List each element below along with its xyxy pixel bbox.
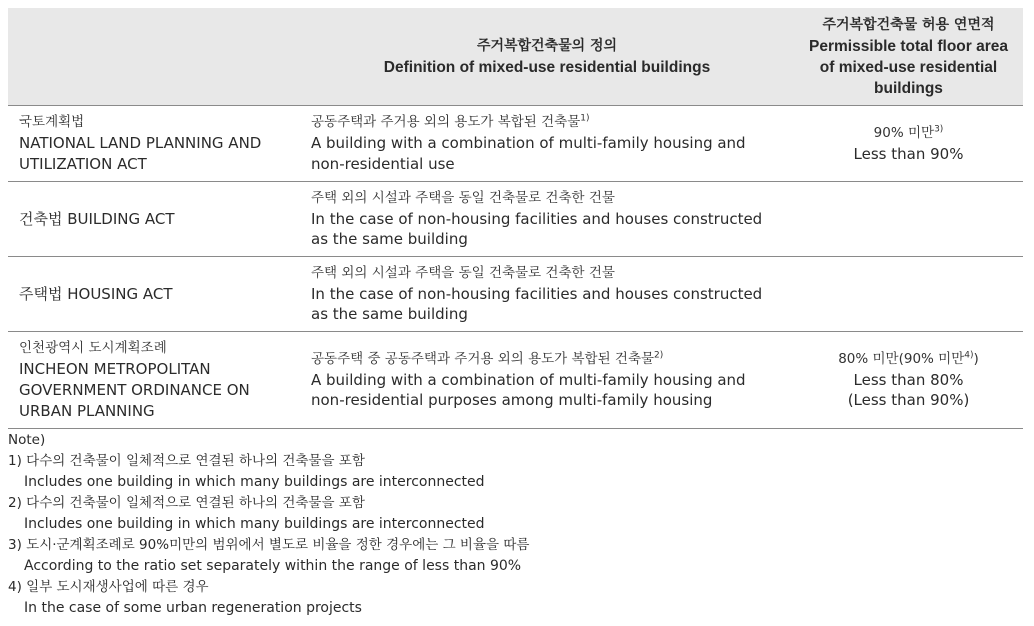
definition-ko: 주택 외의 시설과 주택을 동일 건축물로 건축한 건물 [311, 264, 615, 281]
cell-law [8, 332, 300, 429]
cell-floor-area [794, 332, 1023, 429]
notes-title: Note) [8, 432, 46, 448]
definition-en: non-residential purposes among multi-family housing [311, 391, 713, 410]
floor-area-ko: 90% 미만$^{3)}$ [873, 124, 944, 141]
law-en: UTILIZATION ACT [19, 154, 147, 173]
footnote-ref: 1) [580, 113, 590, 124]
mixed-use-definition-table [8, 8, 1023, 429]
cell-definition [300, 182, 794, 257]
law-ko: 인천광역시 도시계획조례 [19, 340, 167, 357]
note-ko: 2) 다수의 건축물이 일체적으로 연결된 하나의 건축물을 포함 [8, 495, 365, 511]
law: 건축법 BUILDING ACT [19, 209, 175, 228]
cell-law [8, 257, 300, 332]
header-definition-en: Definition of mixed-use residential buildings [383, 58, 711, 76]
footnote-ref: 3) [934, 124, 944, 135]
definition-en: A building with a combination of multi-family housing and [311, 370, 746, 389]
definition-en: non-residential use [311, 154, 455, 173]
table-row [8, 106, 1023, 182]
floor-area-en: Less than 90% [853, 144, 964, 163]
cell-definition [300, 332, 794, 429]
header-definition-ko: 주거복합건축물의 정의 [476, 37, 618, 54]
law-en: URBAN PLANNING [19, 401, 155, 420]
note-en: In the case of some urban regeneration projects [24, 600, 362, 616]
law-en: INCHEON METROPOLITAN [19, 360, 211, 379]
definition-en: as the same building [311, 305, 468, 324]
header-floor-area-en-1: Permissible total floor area [809, 37, 1008, 55]
table-header-row [8, 8, 1023, 106]
definition-ko: 주택 외의 시설과 주택을 동일 건축물로 건축한 건물 [311, 189, 615, 206]
header-floor-area [794, 8, 1023, 106]
header-definition [300, 8, 794, 106]
definition-ko: 공동주택과 주거용 외의 용도가 복합된 건축물$^{1)}$ [311, 113, 590, 131]
law-en: NATIONAL LAND PLANNING AND [19, 134, 262, 153]
note-item [8, 577, 1023, 619]
note-ko: 1) 다수의 건축물이 일체적으로 연결된 하나의 건축물을 포함 [8, 453, 365, 469]
law-ko: 국토계획법 [19, 114, 85, 131]
definition-en: A building with a combination of multi-family housing and [311, 134, 746, 153]
header-floor-area-en-2: of mixed-use residential [819, 58, 998, 76]
law-en: GOVERNMENT ORDINANCE ON [19, 381, 250, 399]
cell-floor-area [794, 182, 1023, 257]
note-en: According to the ratio set separately within the range of less than 90% [24, 558, 522, 574]
note-item [8, 535, 1023, 577]
note-ko: 3) 도시·군계획조례로 90%미만의 범위에서 별도로 비율을 정한 경우에는 그 비율을 따름 [8, 537, 530, 553]
definition-en: In the case of non-housing facilities and houses constructed [311, 209, 763, 228]
floor-area-en: Less than 80% [853, 370, 964, 389]
footnote-ref: 4) [964, 350, 974, 361]
footnote-ref: 2) [654, 350, 664, 361]
table-row [8, 257, 1023, 332]
header-law [8, 8, 300, 106]
cell-law [8, 182, 300, 257]
cell-definition [300, 106, 794, 182]
note-en: Includes one building in which many buildings are interconnected [24, 474, 485, 490]
notes-section [8, 430, 1023, 619]
cell-law [8, 106, 300, 182]
definition-en: as the same building [311, 230, 468, 249]
cell-definition [300, 257, 794, 332]
floor-area-ko: 80% 미만(90% 미만$^{4)}$) [838, 350, 979, 367]
note-item [8, 493, 1023, 535]
note-ko: 4) 일부 도시재생사업에 따른 경우 [8, 579, 209, 595]
floor-area-en: (Less than 90%) [847, 391, 970, 410]
table-row [8, 332, 1023, 429]
note-item [8, 451, 1023, 493]
cell-floor-area [794, 257, 1023, 332]
definition-ko: 공동주택 중 공동주택과 주거용 외의 용도가 복합된 건축물$^{2)}$ [311, 350, 664, 367]
note-en: Includes one building in which many buildings are interconnected [24, 516, 485, 532]
header-floor-area-ko: 주거복합건축물 허용 연면적 [822, 16, 995, 33]
law: 주택법 HOUSING ACT [19, 284, 173, 303]
definition-en: In the case of non-housing facilities and houses constructed [311, 284, 763, 303]
cell-floor-area [794, 106, 1023, 182]
table-row [8, 182, 1023, 257]
header-floor-area-en-3: buildings [874, 79, 943, 97]
